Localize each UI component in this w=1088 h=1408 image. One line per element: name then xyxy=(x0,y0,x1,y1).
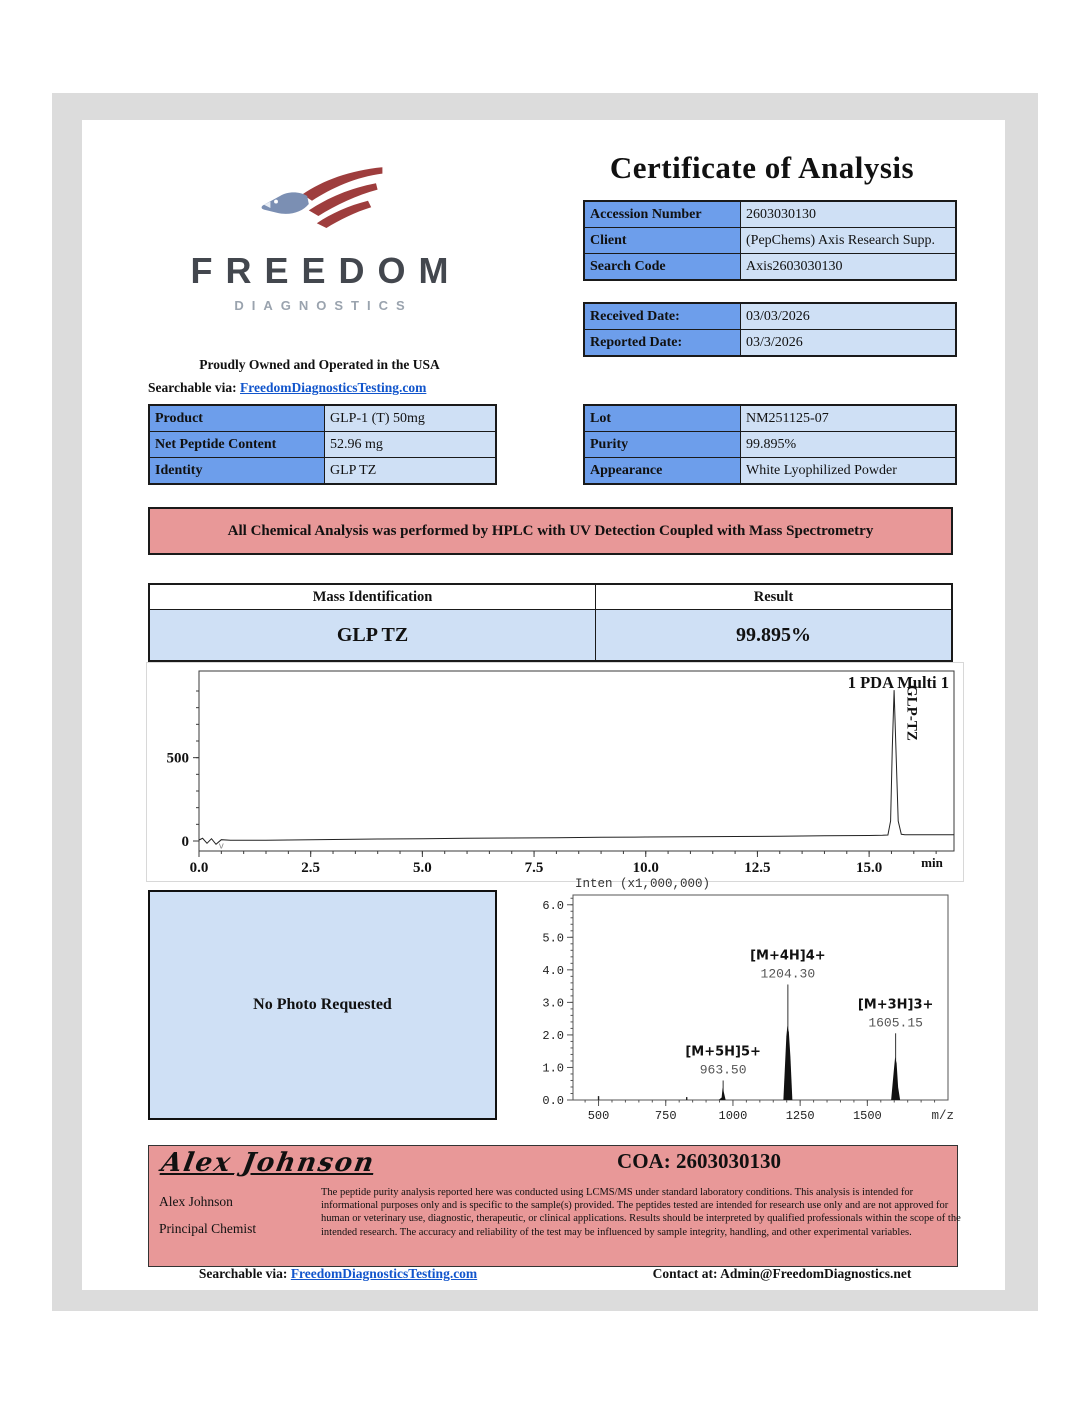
hplc-chromatogram-panel xyxy=(146,662,964,882)
svg-text:2.0: 2.0 xyxy=(542,1028,564,1043)
signatory-name: Alex Johnson xyxy=(159,1194,233,1209)
hplc-chromatogram xyxy=(147,663,961,879)
row-value: GLP TZ xyxy=(325,458,497,485)
svg-text:[M+4H]4+: [M+4H]4+ xyxy=(750,948,826,964)
mass-spectrum xyxy=(530,874,962,1134)
product-table xyxy=(148,404,497,485)
row-label: Client xyxy=(584,228,741,254)
row-label: Accession Number xyxy=(584,201,741,228)
certificate-page xyxy=(82,120,1005,1290)
svg-text:4.0: 4.0 xyxy=(542,963,564,978)
svg-text:v: v xyxy=(218,841,225,852)
svg-text:15.0: 15.0 xyxy=(855,860,883,876)
row-label: Identity xyxy=(149,458,325,485)
svg-text:963.50: 963.50 xyxy=(699,1062,747,1078)
row-value: (PepChems) Axis Research Supp. xyxy=(741,228,957,254)
svg-text:500: 500 xyxy=(587,1109,610,1123)
row-value: 03/03/2026 xyxy=(741,303,957,330)
tagline: Proudly Owned and Operated in the USA xyxy=(199,357,440,372)
column-header: Mass Identification xyxy=(149,584,596,610)
logo-wordmark: FREEDOM xyxy=(190,250,462,291)
disclaimer-text: The peptide purity analysis reported here was conducted using LCMS/MS under standard laboratory conditions. This analysis is intended for informational purposes only and is specific to the sample(s) provided. The peptides tested are intended for research use only and are not approved for human or veterinary use, diagnostic, therapeutic, or clinical applications. Results should be interpreted by qualified professionals within the scope of the intended research. The accuracy and reliability of the test may be influenced by sample integrity, handling, and other experimental variables. xyxy=(321,1187,961,1238)
searchable-link-top[interactable]: FreedomDiagnosticsTesting.com xyxy=(240,380,427,395)
eagle-logo-icon xyxy=(256,160,384,248)
lot-table xyxy=(583,404,957,485)
table-row xyxy=(584,303,956,330)
svg-text:min: min xyxy=(921,855,943,870)
svg-text:10.0: 10.0 xyxy=(632,860,659,876)
row-label: Purity xyxy=(584,432,741,458)
svg-text:0.0: 0.0 xyxy=(189,860,209,876)
row-value: 2603030130 xyxy=(741,201,957,228)
row-label: Reported Date: xyxy=(584,330,741,357)
svg-text:3.0: 3.0 xyxy=(542,996,564,1011)
searchable-prefix: Searchable via: xyxy=(198,1266,288,1281)
row-value: 03/3/2026 xyxy=(741,330,957,357)
svg-text:GLP-TZ: GLP-TZ xyxy=(903,685,920,741)
table-row xyxy=(149,610,952,662)
svg-text:0: 0 xyxy=(181,834,189,850)
table-row xyxy=(584,330,956,357)
row-value: 52.96 mg xyxy=(325,432,497,458)
svg-text:1 PDA Multi 1: 1 PDA Multi 1 xyxy=(847,673,949,692)
svg-text:500: 500 xyxy=(166,750,189,767)
svg-text:[M+3H]3+: [M+3H]3+ xyxy=(857,997,934,1013)
table-row xyxy=(584,228,956,254)
signature-script: Alex Johnson xyxy=(159,1148,378,1178)
searchable-line-bottom xyxy=(148,1266,528,1282)
svg-text:m/z: m/z xyxy=(931,1109,954,1123)
result-value: 99.895% xyxy=(596,610,953,662)
table-header-row xyxy=(149,584,952,610)
table-row xyxy=(584,458,956,485)
mass-id-value: GLP TZ xyxy=(149,610,596,662)
mass-id-table xyxy=(148,583,953,662)
row-value: GLP-1 (T) 50mg xyxy=(325,405,497,432)
no-photo-box: No Photo Requested xyxy=(148,890,497,1120)
searchable-link-bottom[interactable]: FreedomDiagnosticsTesting.com xyxy=(290,1266,478,1281)
company-logo xyxy=(132,160,507,313)
svg-text:[M+5H]5+: [M+5H]5+ xyxy=(685,1044,761,1060)
row-value: White Lyophilized Powder xyxy=(741,458,957,485)
page-shadow-frame xyxy=(52,93,1038,1311)
row-label: Received Date: xyxy=(584,303,741,330)
svg-text:1204.30: 1204.30 xyxy=(760,966,816,982)
row-value: 99.895% xyxy=(741,432,957,458)
row-value: Axis2603030130 xyxy=(741,254,957,281)
row-label: Appearance xyxy=(584,458,741,485)
svg-text:7.5: 7.5 xyxy=(524,860,544,876)
svg-text:1250: 1250 xyxy=(785,1109,815,1123)
table-row xyxy=(584,405,956,432)
svg-text:2.5: 2.5 xyxy=(301,860,321,876)
searchable-prefix: Searchable via: xyxy=(148,380,237,395)
svg-text:12.5: 12.5 xyxy=(744,860,771,876)
dates-table xyxy=(583,302,957,357)
signature-coa-box xyxy=(148,1145,961,1267)
svg-text:1605.15: 1605.15 xyxy=(868,1015,923,1031)
svg-text:5.0: 5.0 xyxy=(542,931,564,946)
accession-table xyxy=(583,200,957,281)
table-row xyxy=(149,432,496,458)
table-row xyxy=(149,458,496,485)
page-title: Certificate of Analysis xyxy=(609,150,915,185)
row-label: Product xyxy=(149,405,325,432)
coa-number: COA: 2603030130 xyxy=(617,1149,781,1173)
svg-text:5.0: 5.0 xyxy=(412,860,432,876)
table-row xyxy=(149,405,496,432)
column-header: Result xyxy=(596,584,953,610)
svg-text:0.0: 0.0 xyxy=(542,1094,564,1108)
svg-text:750: 750 xyxy=(654,1109,677,1123)
searchable-line-top xyxy=(148,380,426,396)
row-label: Net Peptide Content xyxy=(149,432,325,458)
method-banner: All Chemical Analysis was performed by HPLC with UV Detection Coupled with Mass Spectrometry xyxy=(148,507,953,555)
logo-subtitle: DIAGNOSTICS xyxy=(234,298,413,313)
svg-text:1500: 1500 xyxy=(852,1109,882,1123)
row-label: Lot xyxy=(584,405,741,432)
table-row xyxy=(584,432,956,458)
table-row xyxy=(584,201,956,228)
signatory-title: Principal Chemist xyxy=(159,1221,257,1236)
contact-line: Contact at: Admin@FreedomDiagnostics.net xyxy=(652,1266,912,1281)
table-row xyxy=(584,254,956,281)
svg-text:6.0: 6.0 xyxy=(542,898,564,913)
svg-text:1.0: 1.0 xyxy=(542,1061,564,1076)
svg-text:Inten (x1,000,000): Inten (x1,000,000) xyxy=(575,877,711,891)
svg-text:1000: 1000 xyxy=(718,1109,748,1123)
row-value: NM251125-07 xyxy=(741,405,957,432)
row-label: Search Code xyxy=(584,254,741,281)
